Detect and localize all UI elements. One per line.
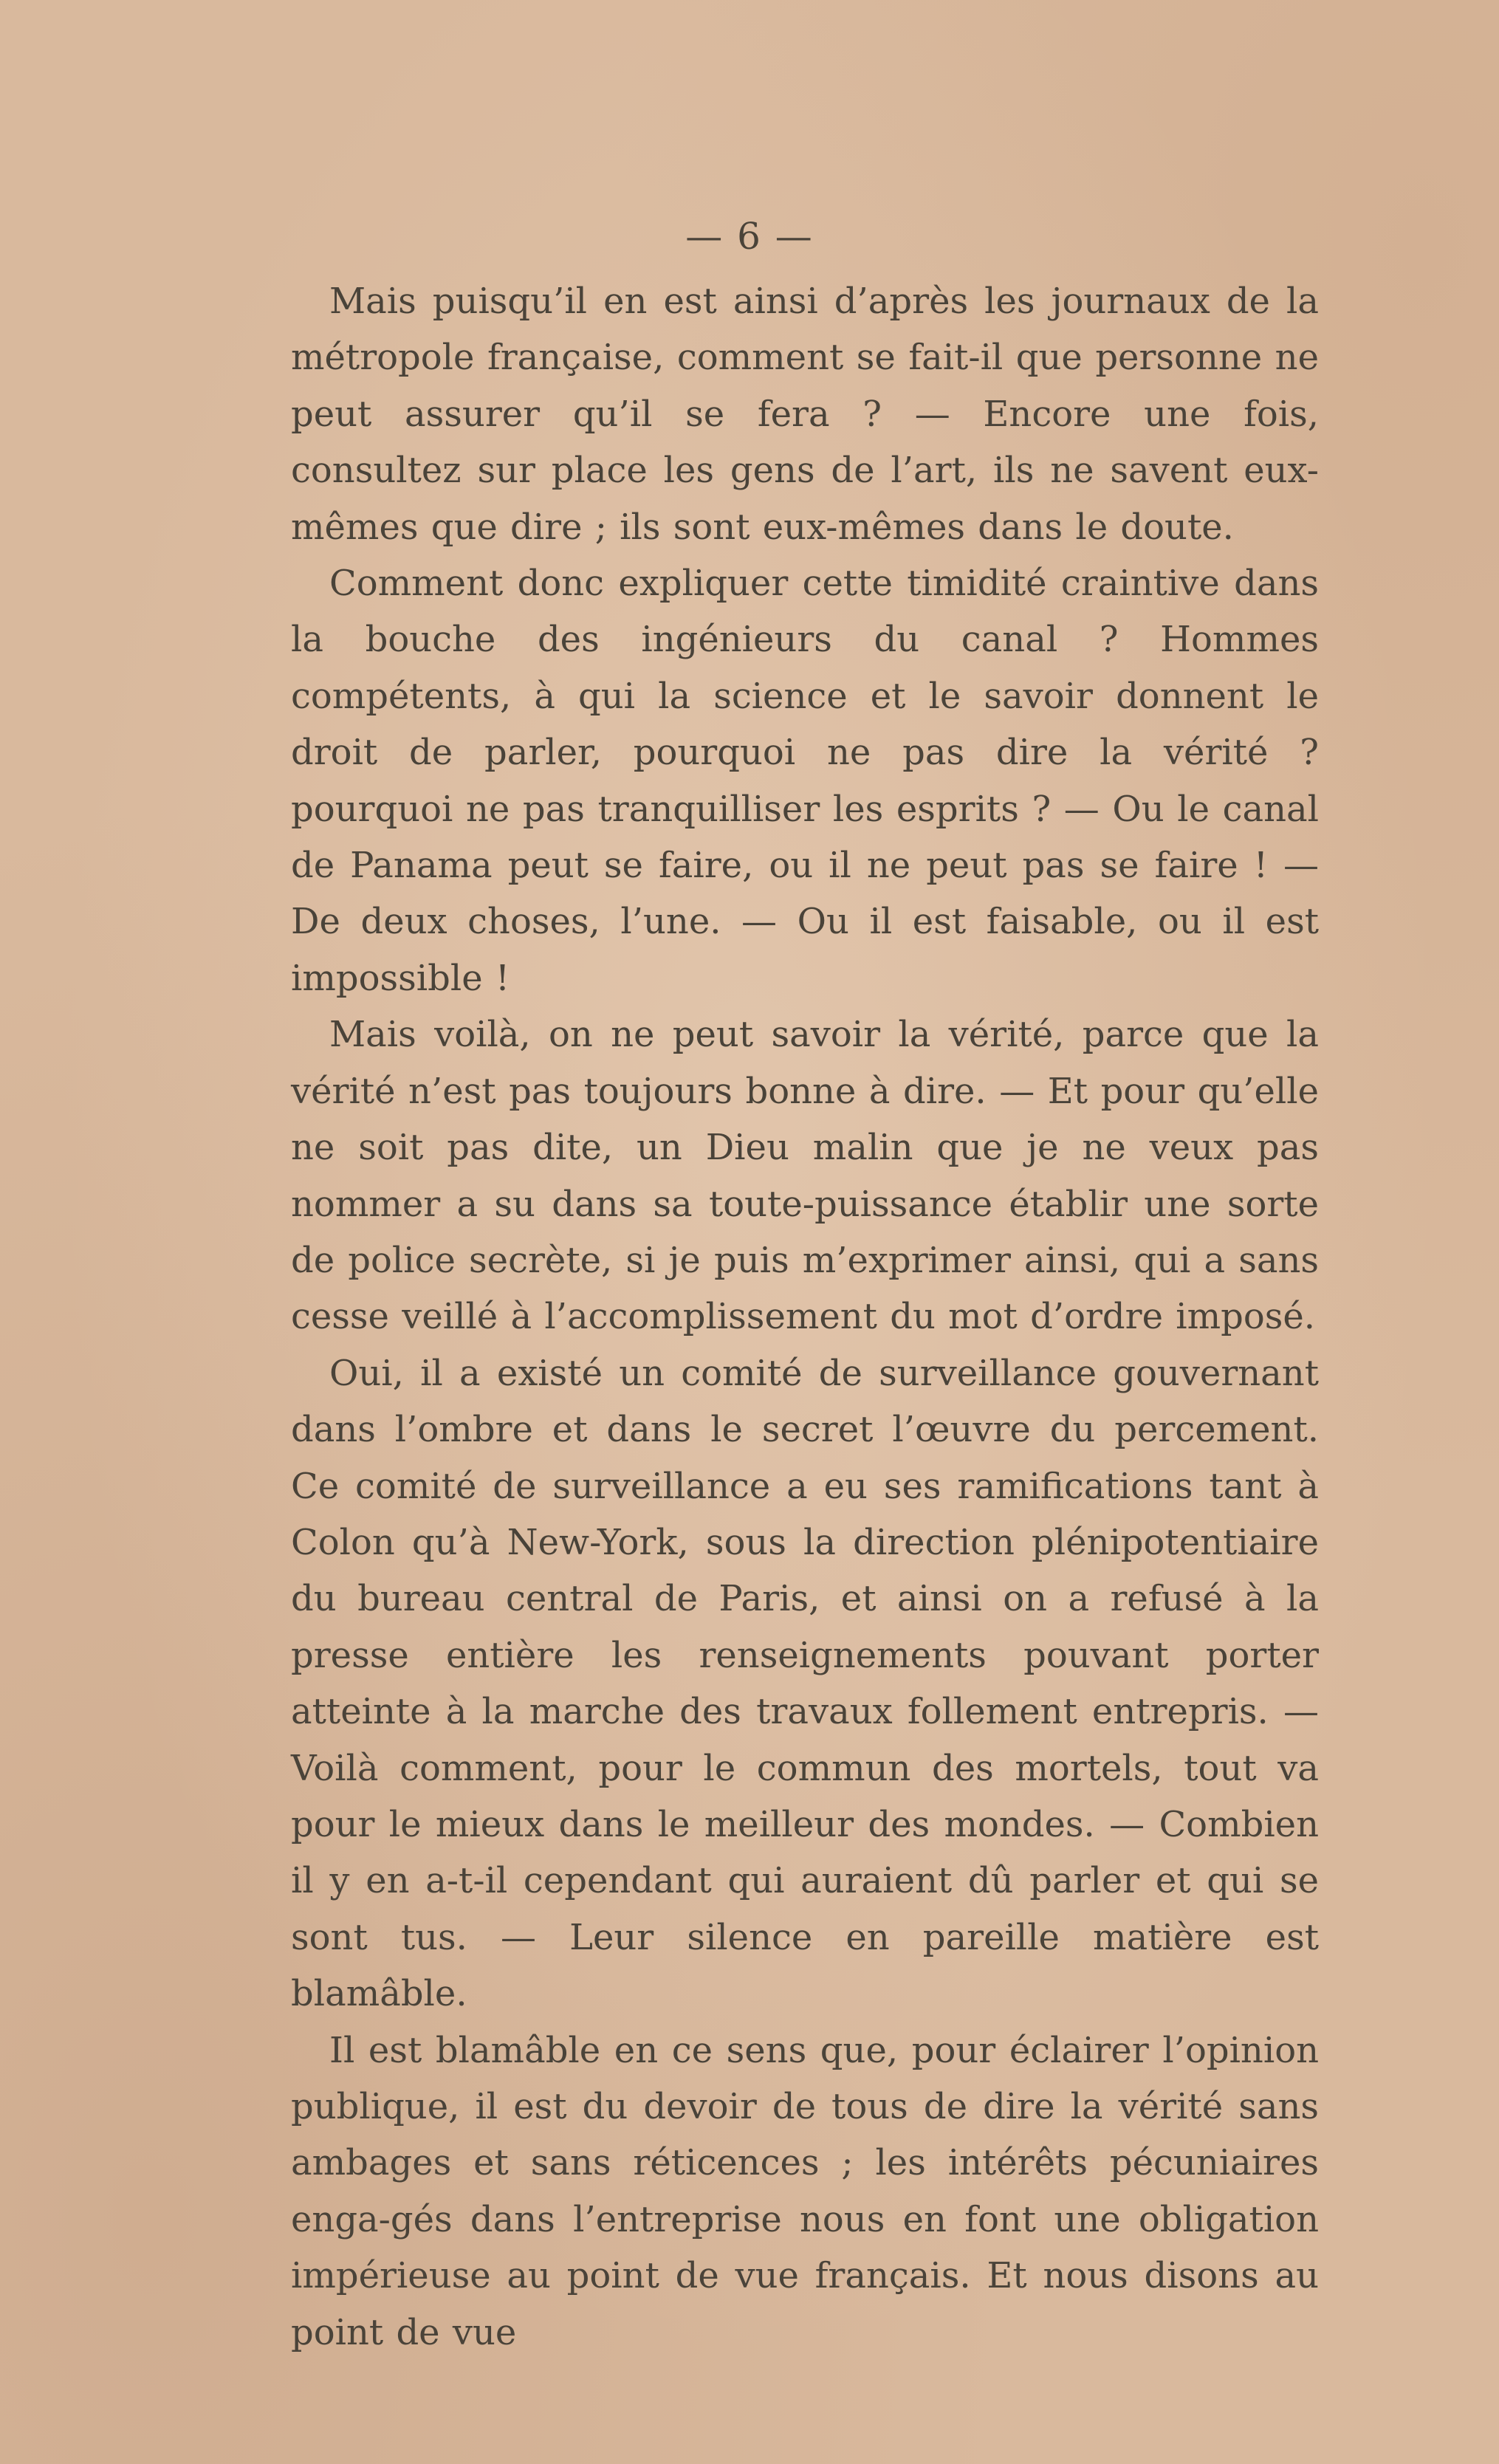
body-text [291,273,1319,2361]
page-number: — 6 — [685,215,814,258]
paragraph-2: Comment donc expliquer cette timidité craintive dans la bouche des ingénieurs du canal ? Hommes compétents, à qui la science et le savoir donnent le droit de parler, pourquoi ne pas dire la vérité ? pourquoi ne pas tranquilliser les esprits ? — Ou le canal de Panama peut se faire, ou il ne peut pas se faire ! — De deux choses, l’une. — Ou il est faisable, ou il est impossible ! [291,563,1319,999]
paragraph-3: Mais voilà, on ne peut savoir la vérité, parce que la vérité n’est pas toujours bonne à dire. — Et pour qu’elle ne soit pas dite, un Dieu malin que je ne veux pas nommer a su dans sa toute-puissance établir une sorte de police secrète, si je puis m’exprimer ainsi, qui a sans cesse veillé à l’accomplissement du mot d’ordre imposé. [291,1014,1319,1338]
paragraph-1: Mais puisqu’il en est ainsi d’après les journaux de la métropole française, comment se fait-il que personne ne peut assurer qu’il se fera ? — Encore une fois, consultez sur place les gens de l’art, ils ne savent eux-mêmes que dire ; ils sont eux-mêmes dans le doute. [291,281,1319,548]
paragraph-4: Oui, il a existé un comité de surveillance gouvernant dans l’ombre et dans le secret l’œuvre du percement. Ce comité de surveillance a eu ses ramifications tant à Colon qu’à New-York, sous la direction plénipotentiaire du bureau central de Paris, et ainsi on a refusé à la presse entière les renseignements pouvant porter atteinte à la marche des travaux follement entrepris. — Voilà comment, pour le commun des mortels, tout va pour le mieux dans le meilleur des mondes. — Combien il y en a-t-il cependant qui auraient dû parler et qui se sont tus. — Leur silence en pareille matière est blamâble. [291,1352,1319,2015]
paragraph-5: Il est blamâble en ce sens que, pour éclairer l’opinion publique, il est du devoir de tous de dire la vérité sans ambages et sans réticences ; les intérêts pécuniaires enga-gés dans l’entreprise nous en font une obligation impérieuse au point de vue français. Et nous disons au point de vue [291,2029,1319,2353]
